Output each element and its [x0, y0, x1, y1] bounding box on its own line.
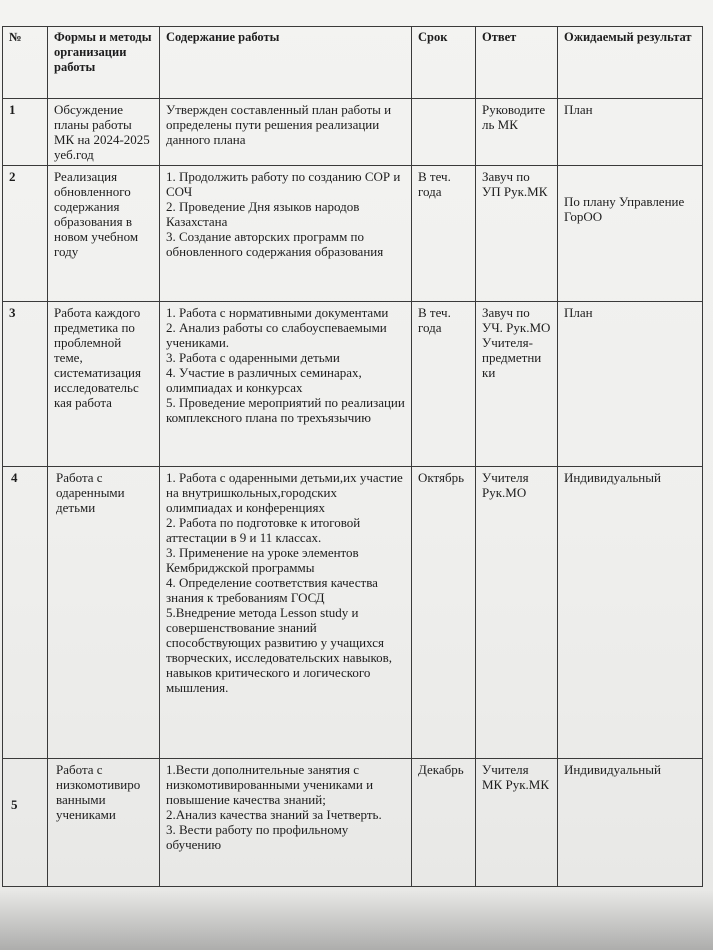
row-number — [3, 759, 48, 887]
header-forms: Формы и методы организации работы — [48, 27, 160, 99]
row-number-text: 5 — [11, 797, 18, 812]
content-item: 2. Анализ работы со слабоуспеваемыми учениками. — [166, 320, 387, 350]
row-number: 4 — [3, 467, 48, 759]
table-row — [3, 759, 703, 887]
content-item: 3. Применение на уроке элементов Кембриджской программы — [166, 545, 359, 575]
page-bottom-shadow — [0, 890, 713, 950]
content-item: 3. Создание авторских программ по обновленного содержания образования — [166, 229, 384, 259]
row-responsible: Руководите ль МК — [476, 99, 558, 166]
content-item: 1.Вести дополнительные занятия с низкомотивированными учениками и повышение качества знаний; — [166, 762, 374, 807]
row-number: 2 — [3, 166, 48, 302]
row-content — [160, 166, 412, 302]
header-responsible: Ответ — [476, 27, 558, 99]
row-content — [160, 302, 412, 467]
header-term: Срок — [412, 27, 476, 99]
row-result: Индивидуальный — [558, 467, 703, 759]
row-forms: Работа с низкомотивиро ванными учениками — [48, 759, 160, 887]
row-forms: Обсуждение планы работы МК на 2024-2025 уеб.год — [48, 99, 160, 166]
row-result: Индивидуальный — [558, 759, 703, 887]
row-content — [160, 467, 412, 759]
result-text: По плану Управление ГорОО — [564, 194, 685, 224]
row-result: План — [558, 99, 703, 166]
row-forms: Работа с одаренными детьми — [48, 467, 160, 759]
table-header-row — [3, 27, 703, 99]
row-number: 1 — [3, 99, 48, 166]
header-result: Ожидаемый результат — [558, 27, 703, 99]
table-row — [3, 467, 703, 759]
row-content — [160, 99, 412, 166]
table-row — [3, 166, 703, 302]
content-item: 1. Продолжить работу по созданию СОР и СОЧ — [166, 169, 401, 199]
row-result — [558, 166, 703, 302]
row-number: 3 — [3, 302, 48, 467]
header-content: Содержание работы — [160, 27, 412, 99]
content-item: 2.Анализ качества знаний за Iчетверть. — [166, 807, 382, 822]
row-term: В теч. года — [412, 302, 476, 467]
row-forms: Работа каждого предметика по проблемной теме, систематизация исследовательс кая работа — [48, 302, 160, 467]
work-plan-table — [2, 26, 703, 887]
content-item: Утвержден составленный план работы и определены пути решения реализации данного плана — [166, 102, 392, 147]
table-row — [3, 99, 703, 166]
row-term: Октябрь — [412, 467, 476, 759]
row-term — [412, 99, 476, 166]
row-responsible: Завуч по УП Рук.МК — [476, 166, 558, 302]
content-item: 5.Внедрение метода Lesson study и совершенствование знаний способствующих развитию у учащихся творческих, исследовательских навыков, навыков критического и логического мышления. — [166, 605, 392, 695]
content-item: 1. Работа с нормативными документами — [166, 305, 389, 320]
content-item: 4. Определение соответствия качества знания к требованиям ГОСД — [166, 575, 378, 605]
row-responsible: Учителя МК Рук.МК — [476, 759, 558, 887]
content-item: 4. Участие в различных семинарах, олимпиадах и конкурсах — [166, 365, 362, 395]
row-term: В теч. года — [412, 166, 476, 302]
row-responsible: Учителя Рук.МО — [476, 467, 558, 759]
table-row — [3, 302, 703, 467]
content-item: 3. Работа с одаренными детьми — [166, 350, 340, 365]
content-item: 2. Проведение Дня языков народов Казахстана — [166, 199, 360, 229]
content-item: 5. Проведение мероприятий по реализации комплексного плана по трехъязычию — [166, 395, 405, 425]
row-responsible: Завуч по УЧ. Рук.МО Учителя-предметни ки — [476, 302, 558, 467]
row-result: План — [558, 302, 703, 467]
header-num: № — [3, 27, 48, 99]
row-forms: Реализация обновленного содержания образования в новом учебном году — [48, 166, 160, 302]
content-item: 2. Работа по подготовке к итоговой аттестации в 9 и 11 классах. — [166, 515, 361, 545]
row-term: Декабрь — [412, 759, 476, 887]
content-item: 3. Вести работу по профильному обучению — [166, 822, 349, 852]
content-item: 1. Работа с одаренными детьми,их участие на внутришкольных,городских олимпиадах и конференциях — [166, 470, 403, 515]
row-content — [160, 759, 412, 887]
